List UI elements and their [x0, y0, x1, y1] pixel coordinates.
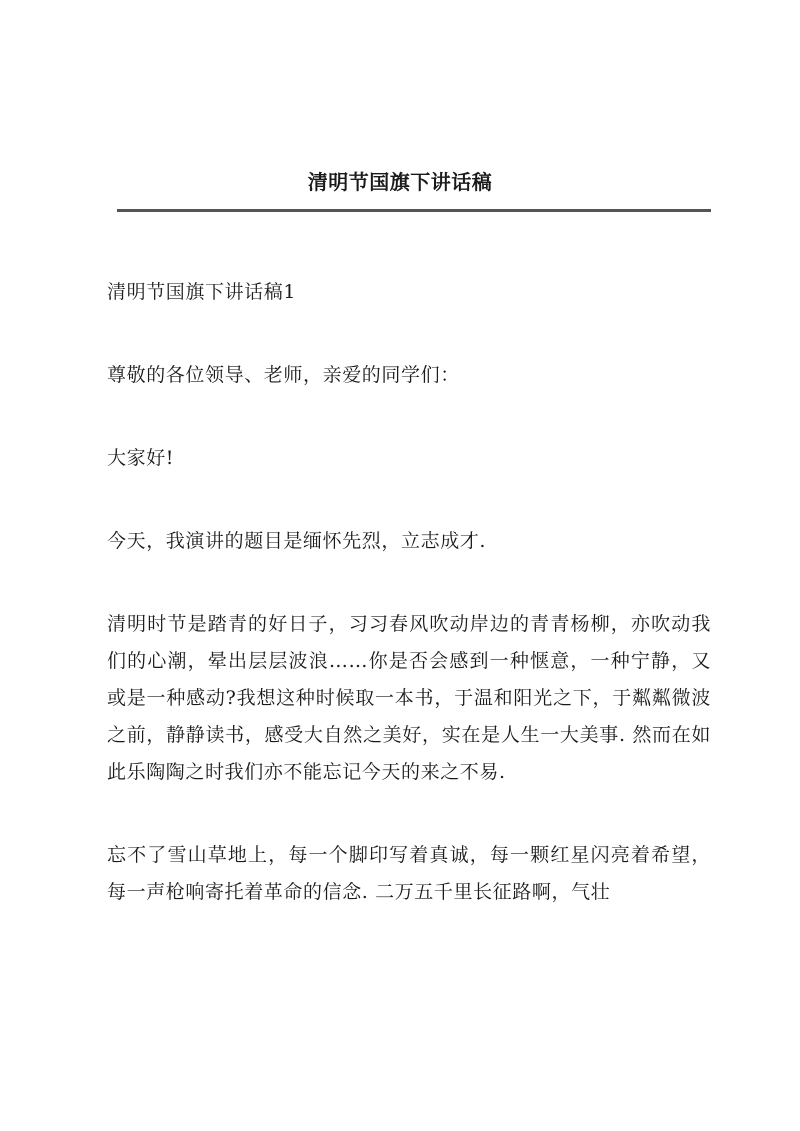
document-body [107, 274, 711, 957]
salutation: 尊敬的各位领导、老师，亲爱的同学们： [107, 364, 460, 386]
greeting: 大家好! [107, 447, 175, 469]
body-paragraph: 忘不了雪山草地上，每一个脚印写着真诚，每一颗红星闪亮着希望，每一声枪响寄托着革命的信念. 二万五千里长征路啊，气壮 [107, 844, 711, 903]
document-title: 清明节国旗下讲话稿 [307, 170, 493, 194]
title-divider [117, 209, 711, 212]
topic-paragraph: 今天，我演讲的题目是缅怀先烈，立志成才. [107, 530, 487, 552]
section-heading: 清明节国旗下讲话稿1 [107, 281, 297, 303]
body-paragraph: 清明时节是踏青的好日子，习习春风吹动岸边的青青杨柳，亦吹动我们的心潮，晕出层层波浪……你是否会感到一种惬意，一种宁静，又或是一种感动?我想这种时候取一本书，于温和阳光之下，于粼粼微波之前，静静读书，感受大自然之美好，实在是人生一大美事. 然而在如此乐陶陶之时我们亦不能忘记今天的来之不易. [107, 613, 711, 783]
